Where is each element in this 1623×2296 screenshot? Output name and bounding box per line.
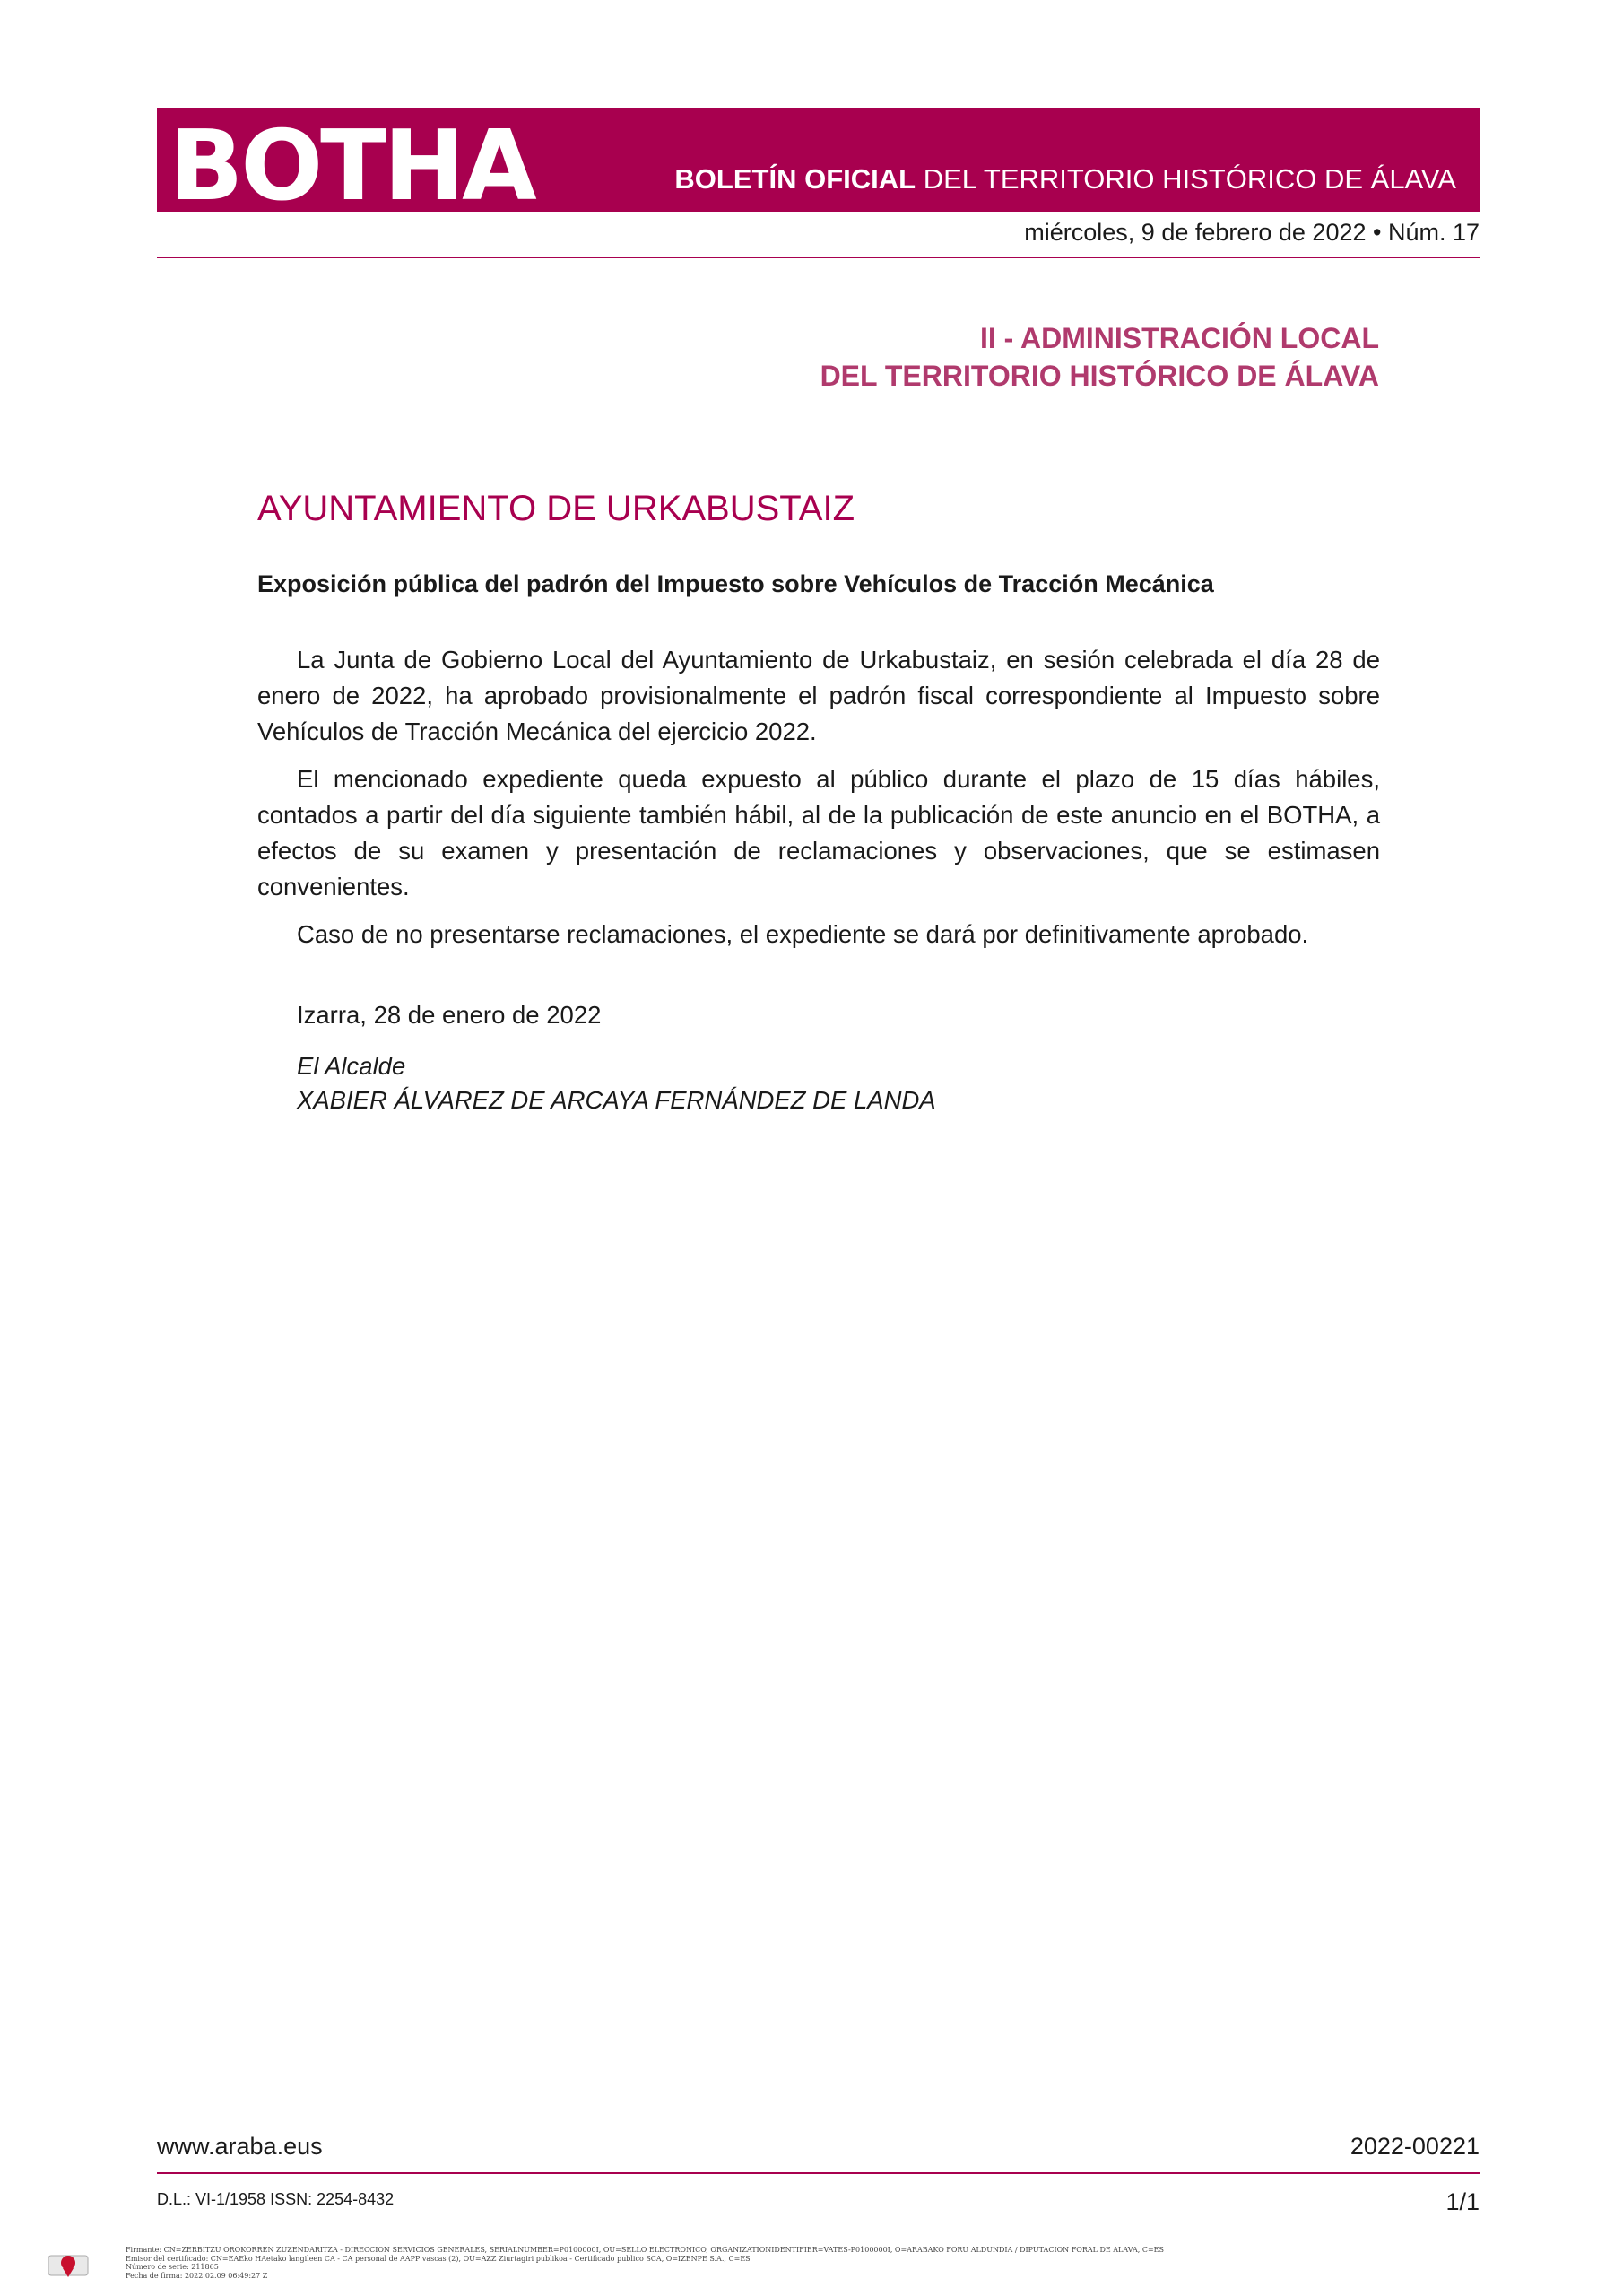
header-rule [157, 257, 1480, 258]
signer-role: El Alcalde [297, 1052, 406, 1080]
organization-title: AYUNTAMIENTO DE URKABUSTAIZ [257, 489, 855, 528]
bulletin-title-bold: BOLETÍN OFICIAL [674, 163, 916, 195]
bulletin-title [674, 163, 1456, 196]
bulletin-title-rest: DEL TERRITORIO HISTÓRICO DE ÁLAVA [923, 163, 1456, 195]
announcement-body [257, 642, 1380, 964]
legal-deposit: D.L.: VI-1/1958 ISSN: 2254-8432 [157, 2190, 395, 2208]
page-number: 1/1 [1445, 2188, 1480, 2215]
footer-website-link[interactable]: www.araba.eus [157, 2133, 323, 2160]
signature-certificate [126, 2246, 1202, 2280]
paragraph: Caso de no presentarse reclamaciones, el expediente se dará por definitivamente aprobado. [297, 920, 1309, 948]
section-line-1: II - ADMINISTRACIÓN LOCAL [980, 322, 1379, 354]
section-line-2: DEL TERRITORIO HISTÓRICO DE ÁLAVA [820, 360, 1379, 392]
announcement-subject: Exposición pública del padrón del Impuesto sobre Vehículos de Tracción Mecánica [257, 570, 1214, 597]
footer-rule [157, 2172, 1480, 2174]
cert-date: Fecha de firma: 2022.02.09 06:49:27 Z [126, 2271, 268, 2280]
signature-block [297, 1049, 936, 1118]
cert-signer: Firmante: CN=ZERBITZU OROKORREN ZUZENDARITZA - DIRECCION SERVICIOS GENERALES, SERIALNUMBER=P0100000I, OU=SELLO ELECTRONICO, ORGANIZATIONIDENTIFIER=VATES-P0100000I, O=ARABAKO FORU ALDUNDIA / DIPUTACION FORAL DE ALAVA, C=ES [126, 2246, 1164, 2254]
masthead-banner [157, 108, 1480, 222]
cert-serial: Número de serie: 211865 [126, 2263, 219, 2271]
paragraph: La Junta de Gobierno Local del Ayuntamiento de Urkabustaiz, en sesión celebrada el día 28 de enero de 2022, ha aprobado provisionalmente el padrón fiscal correspondiente al Impuesto sobre Vehículos de Tracción Mecánica del ejercicio 2022. [257, 646, 1380, 745]
signer-name: XABIER ÁLVAREZ DE ARCAYA FERNÁNDEZ DE LANDA [297, 1086, 936, 1114]
section-heading [820, 319, 1379, 395]
issue-date: miércoles, 9 de febrero de 2022 • Núm. 17 [1024, 219, 1480, 246]
cert-issuer: Emisor del certificado: CN=EAEko HAetako langileen CA - CA personal de AAPP vascas (2), OU=AZZ Ziurtagiri publikoa - Certificado publico SCA, O=IZENPE S.A., C=ES [126, 2254, 751, 2263]
botha-logo: BOTHA [169, 110, 534, 222]
place-date: Izarra, 28 de enero de 2022 [297, 1001, 602, 1029]
paragraph: El mencionado expediente queda expuesto al público durante el plazo de 15 días hábiles, contados a partir del día siguiente también hábil, al de la publicación de este anuncio en el BOTHA, a efectos de su examen y presentación de reclamaciones y observaciones, que se estimasen convenientes. [257, 765, 1380, 900]
seal-icon [43, 2247, 93, 2283]
document-id: 2022-00221 [1350, 2133, 1480, 2160]
